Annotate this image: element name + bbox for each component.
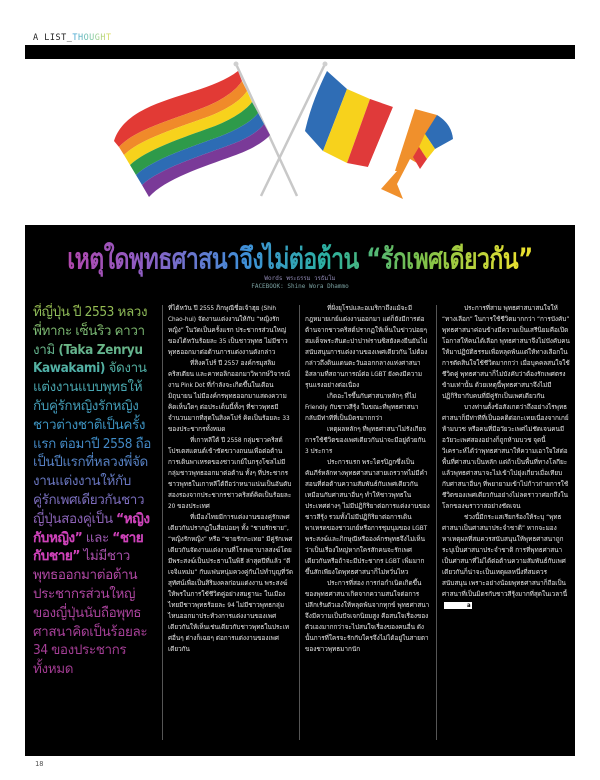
article-column-3 [442,303,570,611]
byline-facebook: FACEBOOK: Shine Wora Dhammo [251,283,349,290]
paragraph: ที่สิงคโปร์ ปี 2557 องค์กรมุสลิม คริสเตียน และคาทอลิกออกมาวิพากษ์วิจารณ์งาน Pink Dot ที่กำลังจะเกิดขึ้นในเดือนมิถุนายน ไม่มีองค์กรพุทธออกมาแสดงความคิดเห็นใดๆ ต่อประเด็นนี้ทั้งๆ ที่ชาวพุทธมีจำนวนมากที่สุดในสิงคโปร์ คิดเป็นร้อยละ 33 ของประชากรทั้งหมด [168,359,291,433]
paragraph: บางท่านตั้งข้อสังเกตว่าถึงอย่างไรพุทธศาสนาก็มีท่าทีที่เป็นอคติต่อกะเทยเนื่องจากเกย์ห้ามบวช หรือคนที่มีอวัยวะเพศไม่ชัดเจนคนมีอวัยวะเพศสองอย่างก็ถูกห้ามบวช จุดนี้วิเคราะห์ได้ว่าพุทธศาสนาให้ความเอาใจใส่ต่อพื้นที่ศาสนาเป็นหลัก แต่ถ้าเป็นพื้นที่ทางโลกียะแล้วพุทธศาสนาจะไม่เข้าไปยุ่งเกี่ยวเมื่อเทียบกับศาสนาอื่นๆ ที่พยายามเข้าไปก้าวก่ายการใช้ชีวิตของเพศเดียวกันอย่างไม่ลดราวาศอกถึงในโลกของฆราวาสอย่างชัดเจน [442,403,569,510]
paragraph: ประการที่สาม พุทธศาสนาสนใจให้ “ทางเลือก” ในการใช้ชีวิตมากกว่า “การบังคับ” พุทธศาสนาค่อนข้างมีความเป็นเสรีนิยมคือเปิดโอกาสให้คนได้เลือก พุทธศาสนาจึงไม่บังคับคนให้มาปฏิบัติธรรมเพื่อหลุดพ้นแต่ให้ทางเลือกในการตัดสินใจใช้ชีวิตมากกว่า เมื่อบุคคลสนใจใช้ชีวิตคู่ พุทธศาสนาก็ไม่บังคับว่าต้องรักเพศตรงข้ามเท่านั้น ด้วยเหตุนี้พุทธศาสนาจึงไม่มีปฏิกิริยากับคนที่มีคู่รักเป็นเพศเดียวกัน [442,304,570,400]
paragraph: เหตุผลหลักๆ ที่พุทธศาสนาไม่รังเกียจการใช้ชีวิตของเพศเดียวกันน่าจะมีอยู่ด้วยกัน 3 ประการ [305,425,427,455]
column-divider [436,305,437,740]
lead-name: (Taka Zenryu Kawakami) [33,341,143,377]
byline-author: Words พระธรรม วรธัมโม [264,275,336,282]
lead-highlight: “ชายกับชาย” [33,529,144,565]
crossed-flags-illustration [25,59,575,226]
section-prefix: A LIST_ [33,33,73,43]
paragraph: เกิดอะไรขึ้นกับศาสนาหลักๆ ที่ไม่ Friendly กับชาวสีรุ้ง ในขณะที่พุทธศาสนากลับมีท่าทีที่เป็นมิตรมากกว่า [305,392,419,422]
paragraph: ประการที่สอง การก่อกำเนิดเกิดขึ้นของพุทธศาสนาเกิดจากความสนใจต่อการปลีกเร้นตัวเองให้หลุดพ้นจากทุกข์ พุทธศาสนาจึงมีความเป็นปัจเจกนิยมสูง คือสนใจเรื่องของตัวเองมากกว่าจะไปสนใจเรื่องของคนอื่น ดังนั้นการที่ใครจะรักกับใครจึงไม่ได้อยู่ในสายตาของชาวพุทธมากนัก [305,579,430,653]
column-divider [162,305,163,740]
lead-highlight: “หญิงกับหญิง” [33,510,150,546]
paragraph: ที่ไต้หวัน ปี 2555 ภิกษุณีชื่อเจ้าฮุย (Shih Chao-hui) จัดงานแต่งงานให้กับ “หญิงรักหญิง” ในวัดเป็นครั้งแรก ประชากรส่วนใหญ่ของไต้หวันร้อยละ 35 เป็นชาวพุทธ ไม่มีชาวพุทธออกมาต่อต้านการแต่งงานดังกล่าว [168,304,288,356]
paragraph [442,512,570,611]
buddhist-flag-icon [305,71,453,199]
article-column-1 [168,303,293,655]
paragraph: ที่ฝั่งยุโรปและอเมริกาถึงแม้จะมีกฎหมายเกย์แต่งงานออกมา แต่ก็ยังมีการต่อต้านจากชาวคริสต์ปรากฏให้เห็นในข่าวบ่อยๆ สมเด็จพระสันตะปาปาฟรานซิสยังคงยืนยันไม่สนับสนุนการแต่งงานของเพศเดียวกัน ไม่ต้องกล่าวถึงดินแดนตะวันออกกลางแห่งศาสนาอิสลามที่สถานการณ์ต่อ LGBT ยังคงมีความรุนแรงอย่างต่อเนื่อง [305,304,428,389]
column-divider [299,305,300,740]
byline [25,275,575,291]
lead-text: ไม่มีชาวพุทธออกมาต่อต้านประชากรส่วนใหญ่ของญี่ปุ่นนับถือพุทธศาสนาคิดเป็นร้อยละ 34 ของประชากรทั้งหมด [33,548,148,678]
paragraph-text: ช่วงนี้มีกระแสเรียกร้องให้ระบุ “พุทธศาสนาเป็นศาสนาประจำชาติ” หากจะมองหาเหตุผลที่สมควรสนับสนุนให้พุทธศาสนาถูกระบุเป็นศาสนาประจำชาติ การที่พุทธศาสนาเป็นศาสนาที่ไม่ได้ต่อต้านความสัมพันธ์กับเพศเดียวกันก็น่าจะเป็นเหตุผลหนึ่งที่สมควรสนับสนุน เพราะอย่างน้อยพุทธศาสนาก็ถือเป็นศาสนาที่เป็นมิตรกับชาวสีรุ้งมากที่สุดในเวลานี้ [442,513,568,598]
lead-text: จัดงานแต่งงานแบบพุทธให้กับคู่รักหญิงรักหญิงชาวต่างชาติเป็นครั้งแรก ต่อมาปี 2558 ถือเป็นปีแรกที่หลวงพี่จัดงานแต่งงานให้กับคู่รักเพศเดียวกันชาวญี่ปุ่นสองคู่เป็น [33,360,152,527]
lead-text: ที่ญี่ปุ่น ปี 2553 หลวงพี่ทากะ เซ็นริว คาวางามิ [33,304,148,358]
article-panel [25,225,575,756]
end-mark-icon: a [444,602,472,609]
lead-paragraph [33,303,151,679]
article-title: เหตุใดพุทธศาสนาจึงไม่ต่อต้าน “รักเพศเดียวกัน” [25,237,575,282]
header-bar [25,45,575,59]
paragraph: ที่เกาหลีใต้ ปี 2558 กลุ่มชาวคริสต์โปรเตสแตนต์เข้าขัดขวางถนนเพื่อต่อต้านการเดินพาเหรดของชาวเกย์ในกรุงโซลไม่มีกลุ่มชาวพุทธออกมาต่อต้าน ทั้งๆ ที่ประชากรชาวพุทธในเกาหลีใต้ถือว่าหนาแน่นเป็นอันดับสองรองจากประชากรชาวคริสต์คิดเป็นร้อยละ 20 ของประเทศ [168,436,292,510]
section-label [33,33,112,43]
paragraph: ประการแรก พระไตรปิฎกซึ่งเป็นคัมภีร์หลักทางพุทธศาสนาสายเถรวาทไม่มีคำสอนที่ต่อต้านความสัมพันธ์กับเพศเดียวกันเหมือนกับศาสนาอื่นๆ ทำให้ชาวพุทธในประเทศต่างๆ ไม่มีปฏิกิริยาต่อการแต่งงานของชาวสีรุ้ง รวมทั้งไม่มีปฏิกิริยาต่อการเดินพาเหรดของชาวเกย์หรือการชุมนุมของ LGBT พระสงฆ์และภิกษุณีหรือองค์กรพุทธจึงไม่เห็นว่าเป็นเรื่องใหญ่หากใครสักคนจะรักเพศเดียวกันหรือถ้าจะมีประชากร LGBT เพิ่มมากขึ้นสักเพียงใดพุทธศาสนาก็ไม่หวั่นไหว [305,458,430,576]
paragraph: ที่เมืองไทยมีการแต่งงานของคู่รักเพศเดียวกันปรากฏในสื่อบ่อยๆ ทั้ง “ชายรักชาย”, “หญิงรักหญิง” หรือ “ชายรักกะเทย” มีคู่รักเพศเดียวกันจัดงานแต่งงานที่โรงพยาบาลสงฆ์โดยมีพระสงฆ์เป็นประธานในพิธี ล่าสุดปีที่แล้ว “ดีเจจิแหม่ม” กับแฟนหนุ่มควงคู่กันไปทำบุญที่วัดสุทัศน์เพื่อเป็นสิริมงคลก่อนแต่งงาน พระสงฆ์ให้พรในการใช้ชีวิตคู่อย่างสมฐานะ ในเมืองไทยมีชาวพุทธร้อยละ 94 ไม่มีชาวพุทธกลุ่มไหนออกมาประท้วงการแต่งงานของเพศเดียวกันให้เห็นเช่นเดียวกับชาวพุทธในประเทศอื่นๆ ต่างก็เฉยๆ ต่อการแต่งงานของเพศเดียวกัน [168,513,293,653]
article-column-2 [305,303,430,655]
page-number: 18 [35,760,44,768]
hero-image [25,59,575,226]
lead-text: และ [82,529,113,546]
section-accent: THOUGHT [72,33,112,43]
